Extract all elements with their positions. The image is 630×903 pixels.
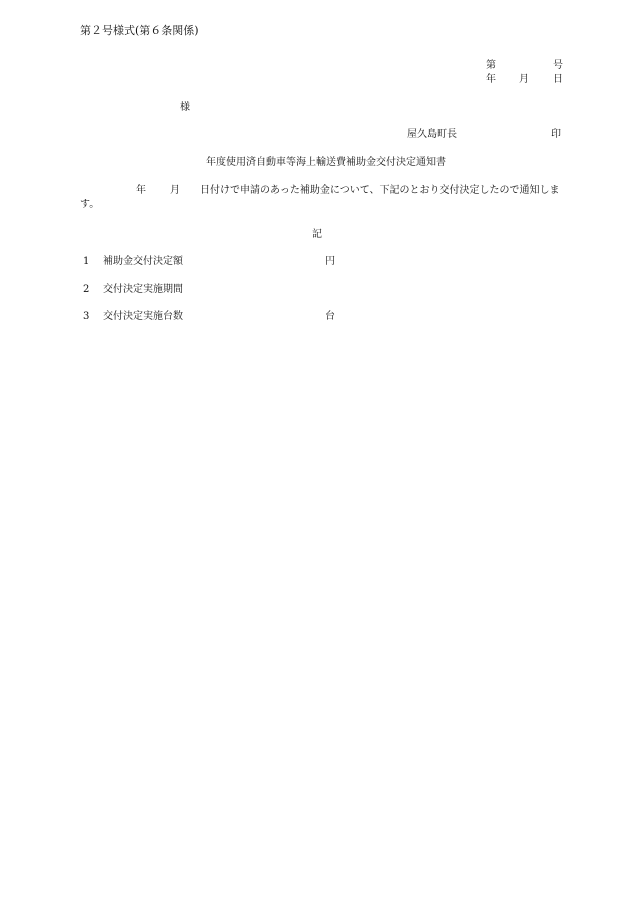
document-number-suffix: 号 — [553, 60, 563, 71]
notice-body — [80, 184, 566, 212]
issue-date-day: 日 — [553, 74, 563, 85]
issuer-name: 屋久島町長 — [407, 129, 457, 140]
document-number-prefix: 第 — [486, 60, 496, 71]
form-number-label: 第２号様式(第６条関係) — [80, 24, 199, 37]
item-number: 3 — [83, 311, 90, 322]
item-label: 交付決定実施期間 — [103, 284, 183, 295]
issue-date-month: 月 — [519, 74, 529, 85]
item-label: 補助金交付決定額 — [103, 256, 183, 267]
issue-date-year: 年 — [486, 74, 496, 85]
document-title: 年度使用済自動車等海上輸送費補助金交付決定通知書 — [206, 157, 446, 168]
seal-mark: 印 — [551, 129, 561, 140]
item-unit: 台 — [325, 311, 335, 322]
body-month: 月 — [170, 185, 180, 196]
item-label: 交付決定実施台数 — [103, 311, 183, 322]
body-text: 日付けで申請のあった補助金について、下記のとおり交付決定したので通知します。 — [80, 185, 560, 210]
item-number: 2 — [83, 284, 90, 295]
ki-heading: 記 — [312, 229, 322, 240]
addressee-honorific: 様 — [180, 102, 190, 113]
item-unit: 円 — [325, 256, 335, 267]
item-number: 1 — [83, 256, 90, 267]
body-year: 年 — [136, 185, 146, 196]
